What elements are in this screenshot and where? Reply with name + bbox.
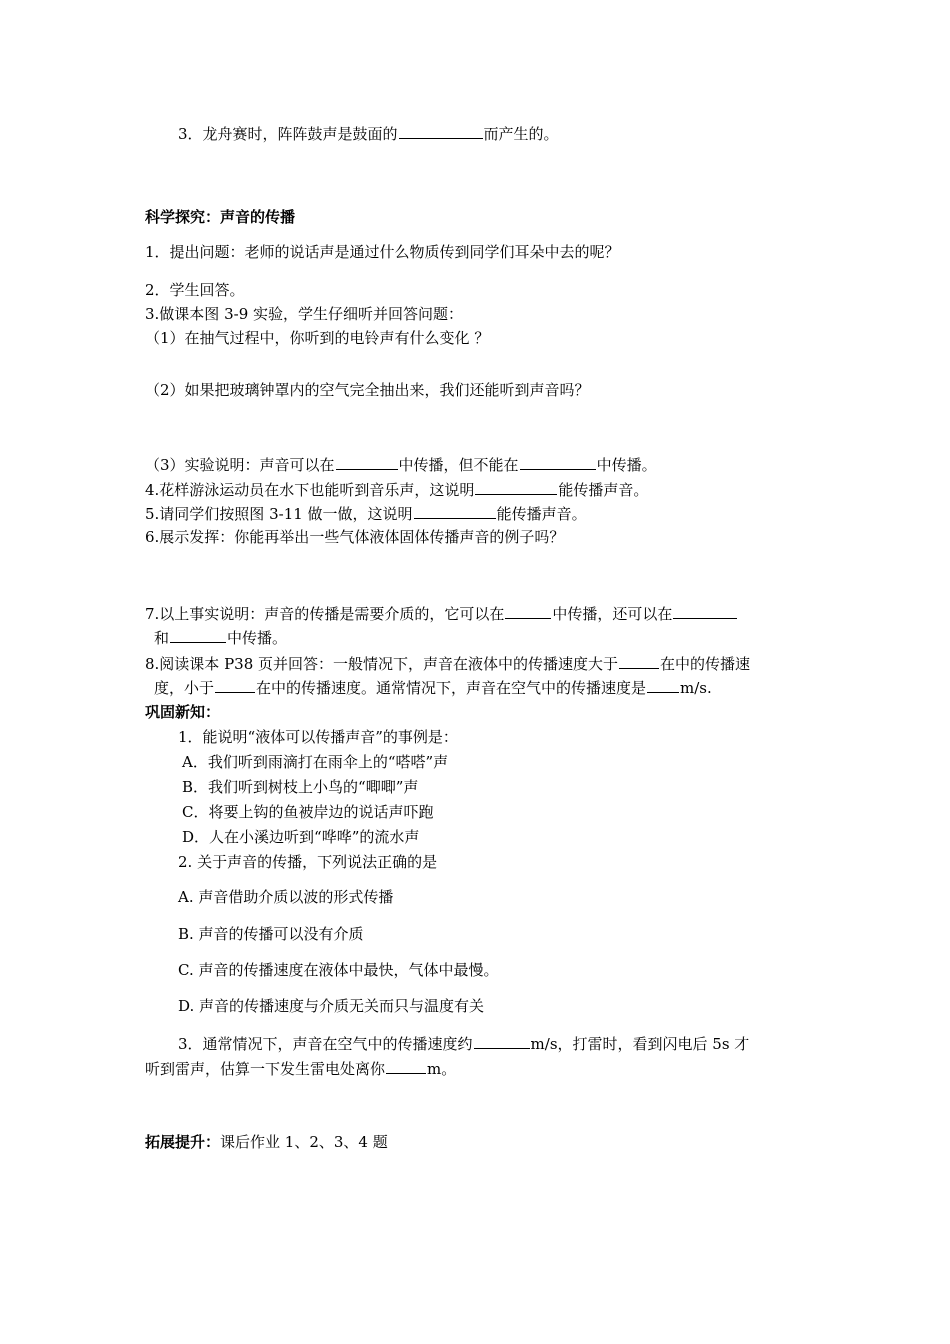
answer-blank <box>215 677 255 693</box>
answer-blank <box>520 454 596 470</box>
step-1: 1．提出问题：老师的说话声是通过什么物质传到同学们耳朵中去的呢？ <box>145 243 620 261</box>
section-heading-consolidate: 巩固新知： <box>145 703 221 721</box>
quiz-question-3-line-2: 听到雷声，估算一下发生雷电处离你 m。 <box>145 1060 457 1078</box>
step-8-line-2: 度，小于 在中的传播速度。通常情况下，声音在空气中的传播速度是 m/s. <box>154 679 712 697</box>
step-7-line-2: 和 中传播。 <box>154 629 288 647</box>
answer-blank <box>673 603 737 619</box>
step-3: 3.做课本图 3-9 实验，学生仔细听并回答问题： <box>145 305 464 323</box>
answer-blank <box>475 479 557 495</box>
answer-blank <box>647 677 679 693</box>
step-3-sub-2: （2）如果把玻璃钟罩内的空气完全抽出来，我们还能听到声音吗？ <box>145 381 590 399</box>
quiz-question-1: 1．能说明“液体可以传播声音”的事例是： <box>178 728 458 746</box>
answer-blank <box>474 1033 530 1049</box>
quiz-2-option-b: B. 声音的传播可以没有介质 <box>178 925 364 943</box>
quiz-question-3-line-1: 3．通常情况下，声音在空气中的传播速度约 m/s，打雷时，看到闪电后 5s 才 <box>178 1035 750 1053</box>
quiz-1-option-c: C．将要上钩的鱼被岸边的说话声吓跑 <box>182 803 434 821</box>
step-2: 2．学生回答。 <box>145 281 245 299</box>
quiz-2-option-c: C. 声音的传播速度在液体中最快，气体中最慢。 <box>178 961 499 979</box>
section-heading-extend: 拓展提升： <box>145 1133 221 1151</box>
extend-text: 课后作业 1、2、3、4 题 <box>220 1133 388 1151</box>
step-6: 6.展示发挥：你能再举出一些气体液体固体传播声音的例子吗？ <box>145 528 565 546</box>
step-3-sub-1: （1）在抽气过程中，你听到的电铃声有什么变化 ？ <box>145 329 490 347</box>
answer-blank <box>414 503 496 519</box>
quiz-1-option-a: A．我们听到雨滴打在雨伞上的“嗒嗒”声 <box>182 753 449 771</box>
section-heading-explore: 科学探究：声音的传播 <box>145 208 296 226</box>
answer-blank <box>386 1058 426 1074</box>
quiz-2-option-a: A. 声音借助介质以波的形式传播 <box>178 888 394 906</box>
answer-blank <box>170 627 226 643</box>
answer-blank <box>619 653 659 669</box>
answer-blank <box>399 123 483 139</box>
extend-line <box>145 1132 388 1152</box>
step-8-line-1: 8.阅读课本 P38 页并回答：一般情况下，声音在液体中的传播速度大于 在中的传播速 <box>145 655 751 673</box>
quiz-question-2: 2. 关于声音的传播，下列说法正确的是 <box>178 853 438 871</box>
answer-blank <box>505 603 551 619</box>
step-3-sub-3: （3）实验说明：声音可以在 中传播，但不能在 中传播。 <box>145 456 657 474</box>
quiz-1-option-d: D．人在小溪边听到“哗哗”的流水声 <box>182 828 420 846</box>
quiz-2-option-d: D. 声音的传播速度与介质无关而只与温度有关 <box>178 997 485 1015</box>
answer-blank <box>336 454 398 470</box>
step-4: 4.花样游泳运动员在水下也能听到音乐声，这说明 能传播声音。 <box>145 481 649 499</box>
step-7-line-1: 7.以上事实说明：声音的传播是需要介质的，它可以在 中传播，还可以在 <box>145 603 738 624</box>
quiz-1-option-b: B．我们听到树枝上小鸟的“唧唧”声 <box>182 778 419 796</box>
step-5: 5.请同学们按照图 3-11 做一做，这说明 能传播声音。 <box>145 505 587 523</box>
question-3-drum: 3．龙舟赛时，阵阵鼓声是鼓面的 而产生的。 <box>178 125 559 143</box>
